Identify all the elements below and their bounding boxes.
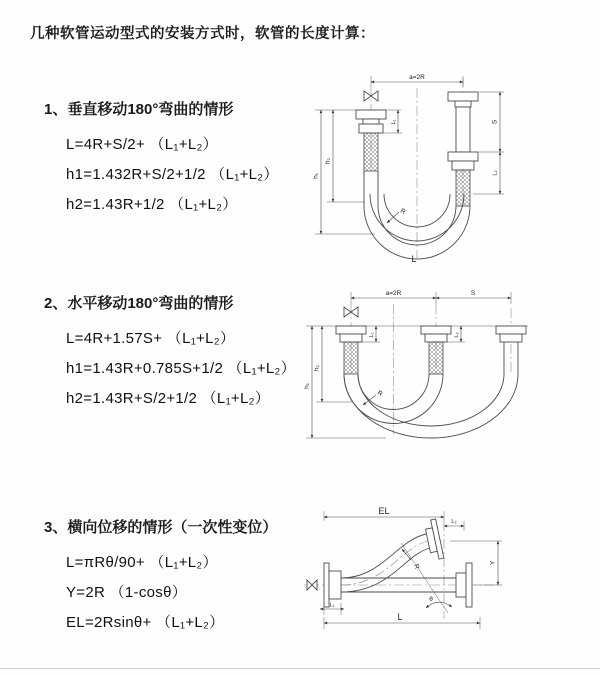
left-flange-fitting (324, 563, 341, 607)
reference-lines (303, 292, 528, 438)
tilted-flange-fitting (424, 519, 444, 561)
section-2-formula-L: L=4R+1.57S+ （L₁+L₂） (66, 330, 236, 347)
page-bottom-rule (0, 668, 600, 669)
length-label: L (411, 254, 417, 264)
section-3-formula-Y: Y=2R （1-cosθ） (66, 584, 188, 601)
radius-label: R (399, 207, 407, 216)
section-1-heading: 1、垂直移动180°弯曲的情形 (44, 101, 234, 118)
dimension-L (324, 612, 480, 623)
middle-flange-fitting (421, 326, 451, 374)
section-1-formula-h2: h2=1.43R+1/2 （L₁+L₂） (66, 196, 238, 213)
dim-label-s: S (491, 119, 499, 125)
dim-label-h1: h₁ (312, 173, 320, 179)
dimension-a-2R (351, 290, 436, 298)
radius-label: R (412, 563, 421, 571)
dimension-h2 (325, 110, 334, 202)
dimension-EL (324, 506, 444, 517)
dim-label-h2: h₂ (324, 157, 332, 165)
dim-label-a2r: a=2R (385, 290, 402, 297)
section-1-formula-L: L=4R+S/2+ （L₁+L₂） (66, 136, 218, 153)
left-flange-fitting (356, 110, 386, 171)
dimension-h2 (314, 326, 323, 402)
section-2-heading: 2、水平移动180°弯曲的情形 (44, 295, 234, 312)
right-flange-fitting (456, 563, 472, 607)
centerlines (371, 78, 463, 258)
dimension-Y (490, 541, 499, 585)
right-flange-fitting (448, 152, 478, 206)
page-title: 几种软管运动型式的安装方式时，软管的长度计算： (30, 26, 375, 42)
dimension-S (492, 92, 501, 152)
dim-label-l1: L₁ (391, 119, 397, 125)
radius-label: R (376, 389, 384, 398)
dimension-L2 (493, 152, 501, 194)
reference-lines (324, 511, 502, 629)
dim-label-l2: L₂ (451, 519, 457, 525)
dimension-L2 (444, 519, 464, 526)
section-3-heading: 3、横向位移的情形（一次性变位） (44, 519, 278, 536)
dim-label-h1: h₁ (303, 383, 311, 389)
dimension-h1 (313, 110, 322, 234)
dim-label-l2: L₂ (454, 332, 460, 338)
dimension-a-2R (371, 74, 463, 82)
section-2-formula-h1: h1=1.43R+0.785S+1/2 （L₁+L₂） (66, 360, 296, 377)
diagram-vertical-180-bend (303, 66, 593, 264)
dimension-L1 (391, 110, 398, 133)
dim-label-y: Y (489, 560, 497, 566)
valve-icon (307, 580, 317, 590)
dim-label-L: L (397, 612, 403, 622)
section-3-text (44, 516, 319, 638)
section-3-formula-L: L=πRθ/90+ （L₁+L₂） (66, 554, 218, 571)
radius-callout (402, 549, 421, 570)
dim-label-el: EL (378, 506, 390, 516)
dimension-L1 (369, 326, 376, 342)
left-flange-fitting (336, 326, 366, 374)
section-1-formula-h1: h1=1.432R+S/2+1/2 （L₁+L₂） (66, 166, 279, 183)
dimension-L2 (454, 326, 461, 342)
section-3-formula-EL: EL=2Rsinθ+ （L₁+L₂） (66, 614, 225, 631)
dim-label-l2: L₂ (492, 170, 499, 176)
dim-label-s: S (470, 290, 476, 297)
dimension-h1 (304, 326, 313, 438)
diagram-lateral-displacement (298, 505, 598, 665)
right-flange-fitting-moved (496, 326, 526, 342)
dimension-S (436, 290, 511, 298)
diagram-horizontal-180-bend (296, 284, 596, 459)
dim-label-l1: L₁ (369, 332, 375, 338)
section-2-formula-h2: h2=1.43R+S/2+1/2 （L₁+L₂） (66, 390, 271, 407)
section-2-text (44, 292, 319, 414)
section-1-text (44, 98, 319, 220)
dim-label-a2r: a=2R (409, 74, 425, 81)
theta-label: θ (429, 596, 433, 603)
right-flange-fitting-moved (448, 92, 478, 152)
dim-label-l1: L₁ (329, 602, 335, 609)
angle-theta-callout (426, 596, 452, 608)
dim-label-h2: h₂ (313, 364, 321, 372)
